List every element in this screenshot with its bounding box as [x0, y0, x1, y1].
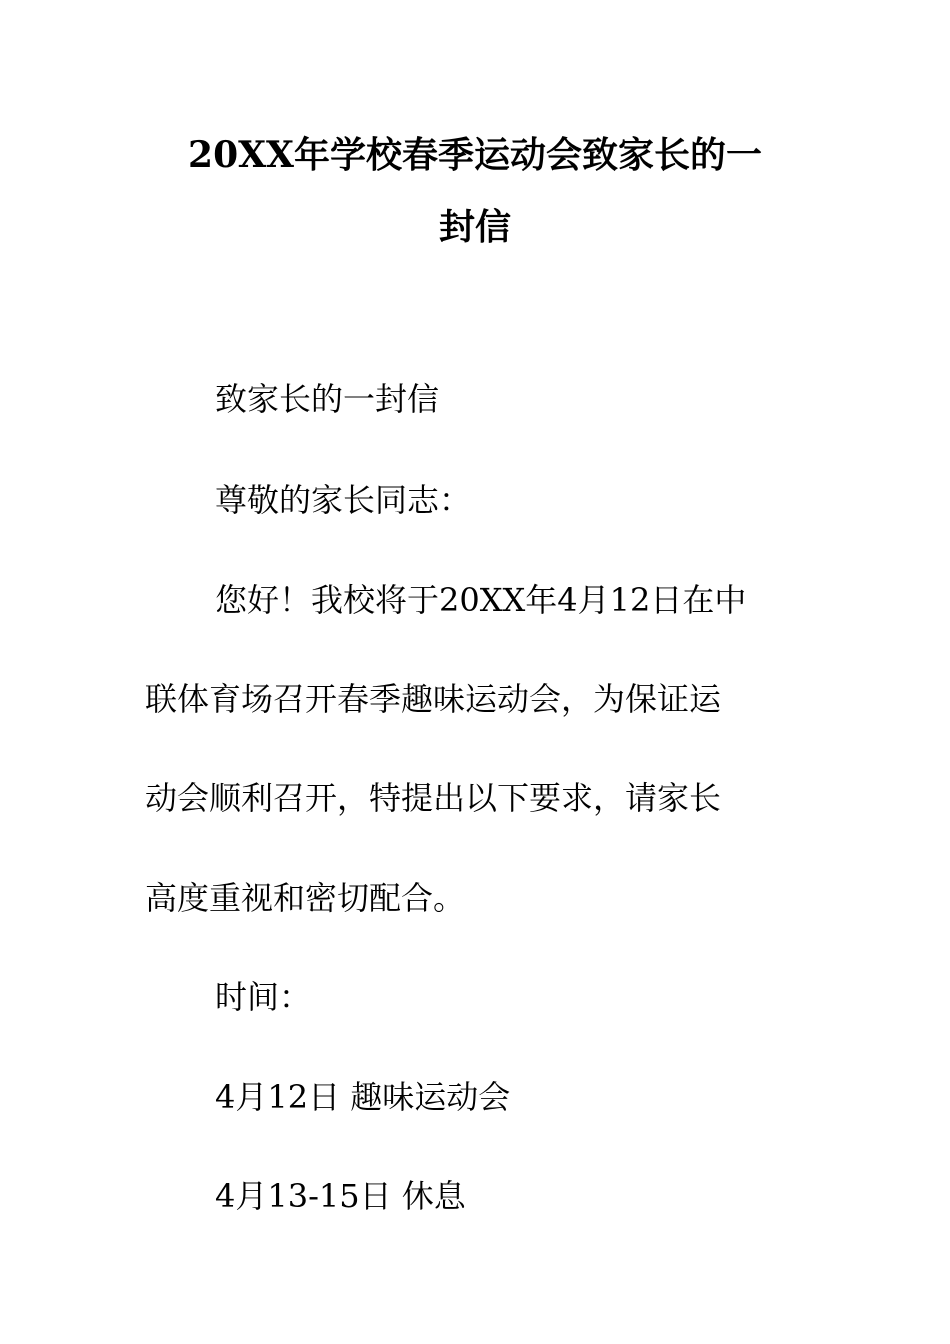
- letter-heading: 致家长的一封信: [215, 380, 440, 418]
- salutation: 尊敬的家长同志：: [215, 481, 472, 519]
- body-paragraph-line: 动会顺利召开，特提出以下要求，请家长: [145, 779, 722, 817]
- body-paragraph-line: 高度重视和密切配合。: [145, 879, 466, 917]
- document-title-line-2: 封信: [438, 206, 511, 248]
- document-title-line-1: 20XX年学校春季运动会致家长的一: [188, 134, 762, 176]
- time-heading: 时间：: [215, 978, 312, 1016]
- schedule-item: 4月12日 趣味运动会: [215, 1078, 511, 1116]
- body-paragraph-line: 您好！我校将于20XX年4月12日在中: [215, 581, 747, 619]
- schedule-item: 4月13-15日 休息: [215, 1177, 466, 1215]
- body-paragraph-line: 联体育场召开春季趣味运动会，为保证运: [145, 680, 722, 718]
